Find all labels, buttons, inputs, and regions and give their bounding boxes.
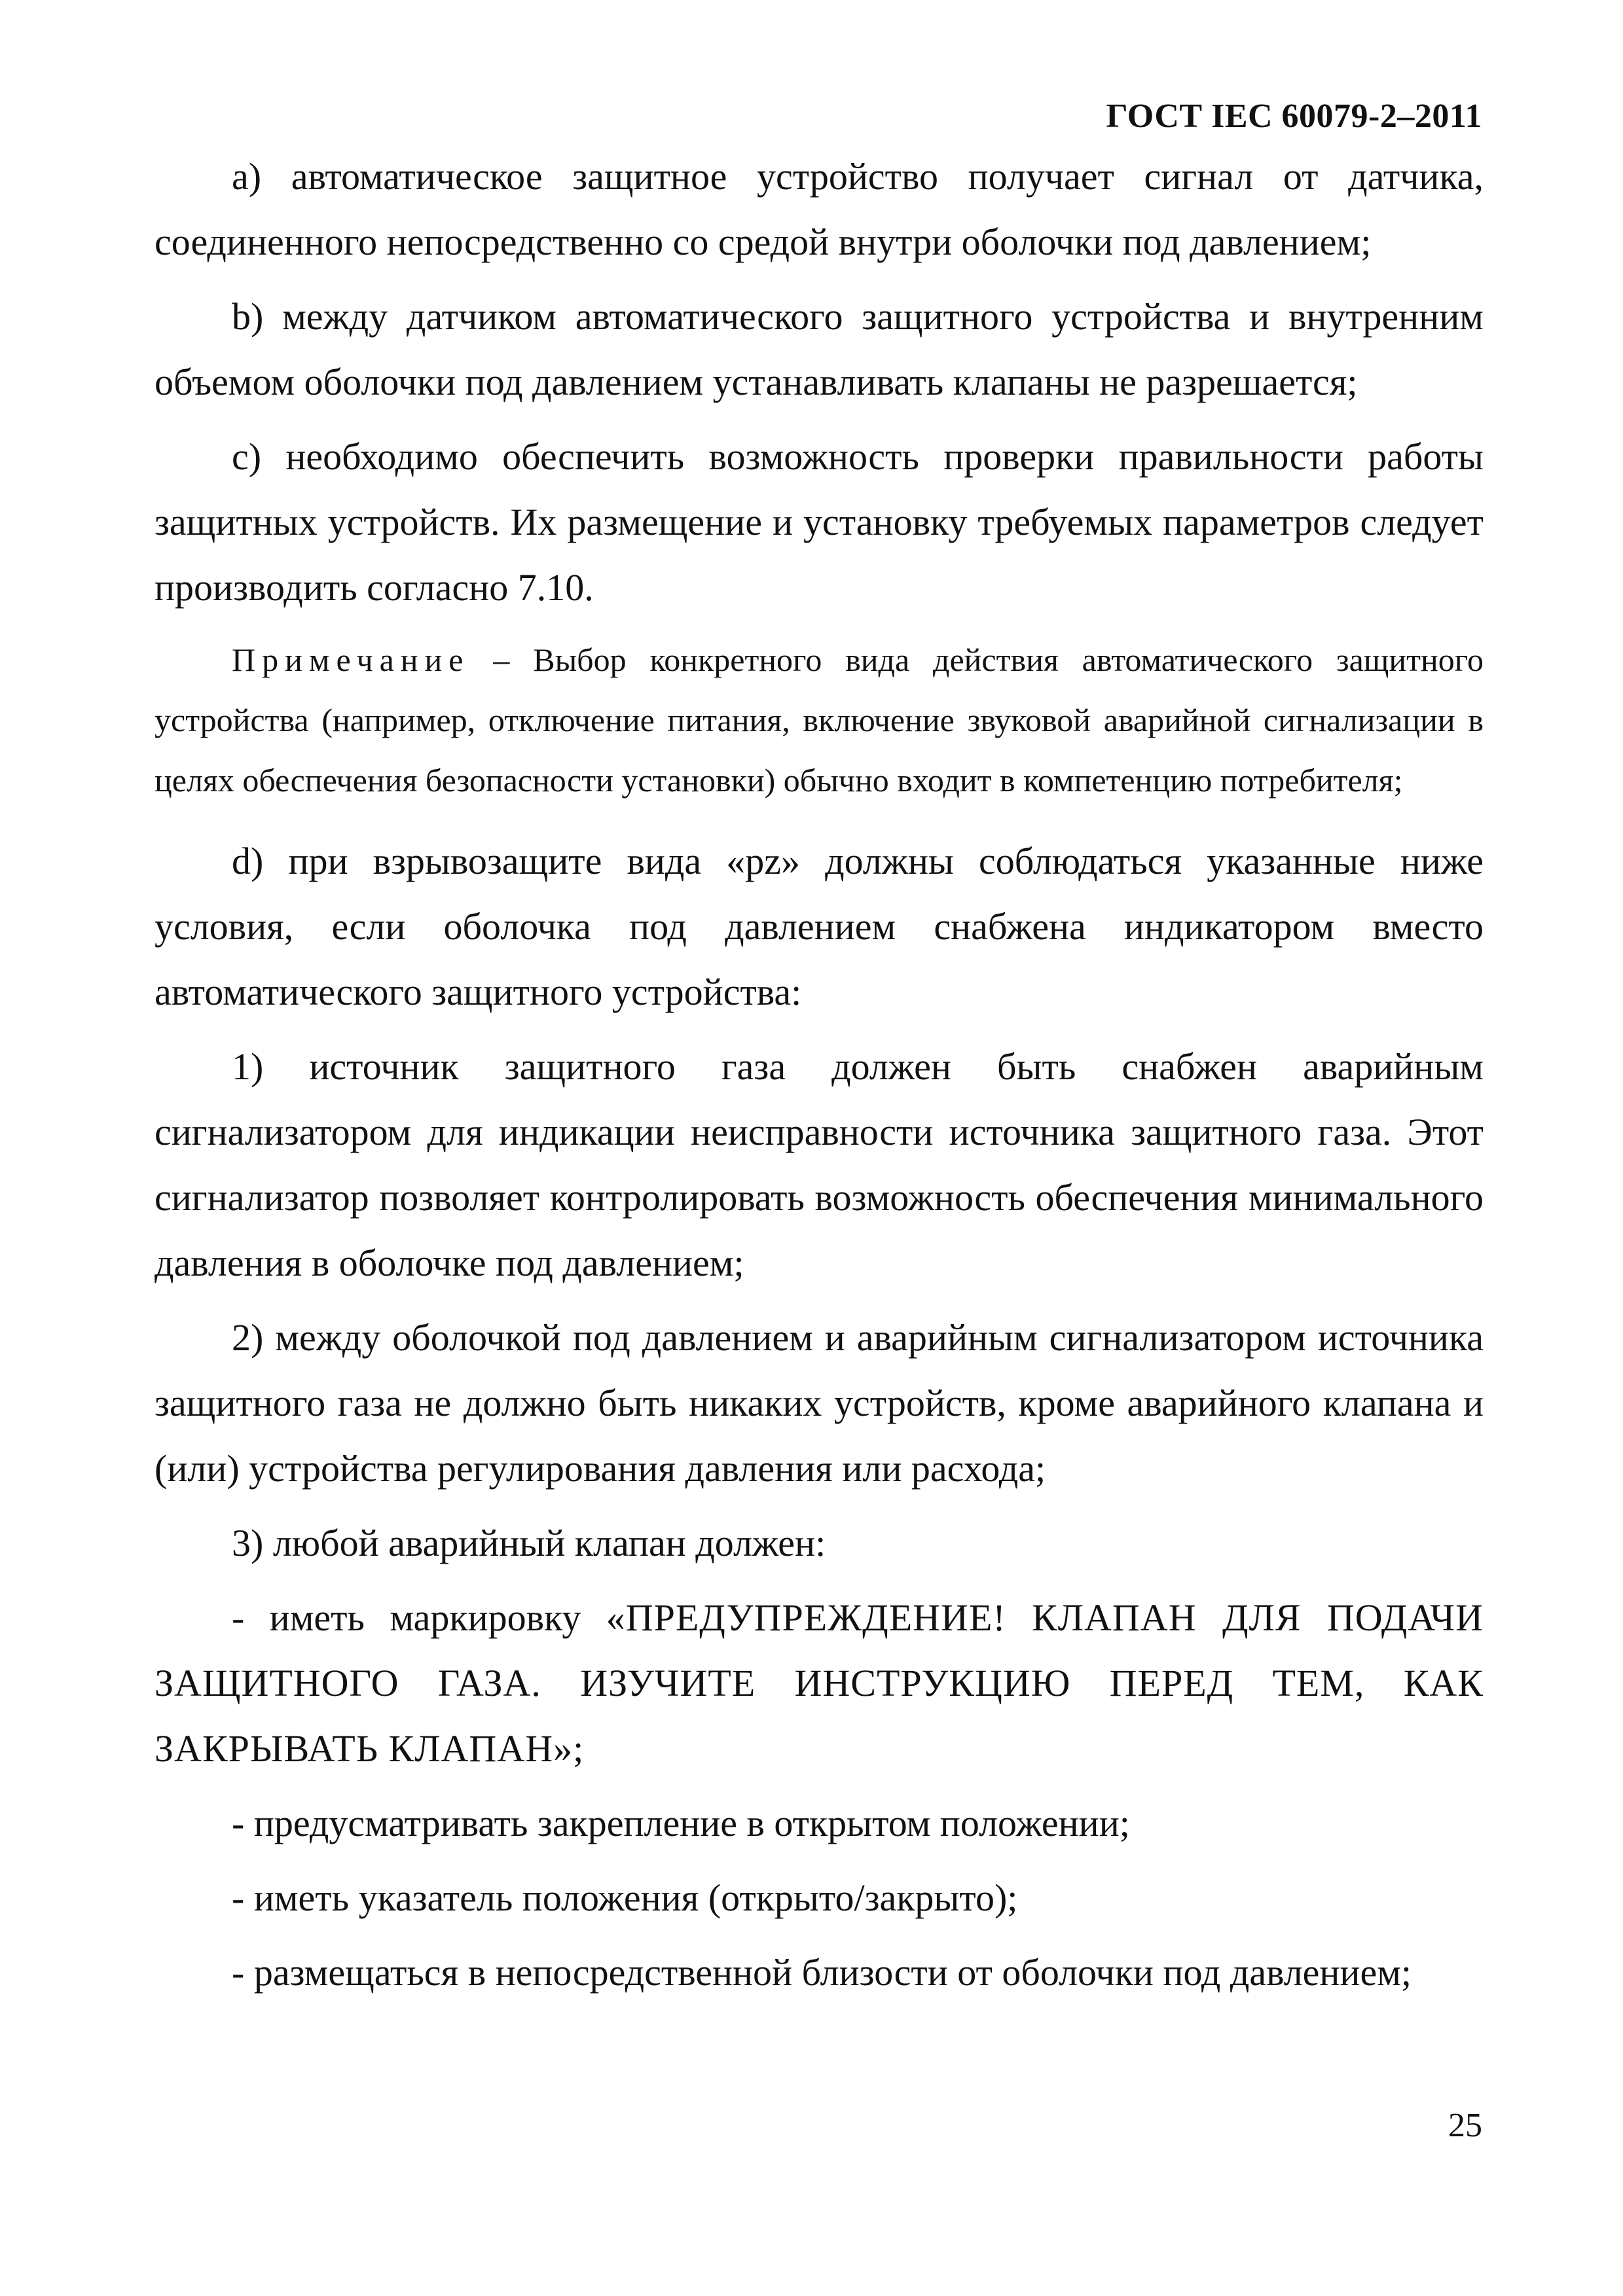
item-1: 1) источник защитного газа должен быть снабжен аварийным сигнализатором для индикации неисправности источника защитного газа. Этот сигнализатор позволяет контролировать возможность обеспечения минимального давления в оболочке под давлением; — [155, 1045, 1484, 1284]
item-3: 3) любой аварийный клапан должен: — [232, 1522, 826, 1564]
dash-item-placement: - размещаться в непосредственной близости от оболочки под давлением; — [232, 1951, 1412, 1994]
dash-item-marking — [155, 1585, 1484, 1782]
paragraph-c: с) необходимо обеспечить возможность проверки правильности работы защитных устройств. Их размещение и установку требуемых параметров следует производить согласно 7.10. — [155, 435, 1484, 609]
document-body — [155, 144, 1484, 2015]
paragraph-d: d) при взрывозащите вида «pz» должны соблюдаться указанные ниже условия, если оболочка под давлением снабжена индикатором вместо автоматического защитного устройства: — [155, 840, 1484, 1013]
warning-marking-text: «ПРЕДУПРЕЖДЕНИЕ! КЛАПАН ДЛЯ ПОДАЧИ ЗАЩИТНОГО ГАЗА. ИЗУЧИТЕ ИНСТРУКЦИЮ ПЕРЕД ТЕМ, КАК ЗАКРЫВАТЬ КЛАПАН» — [155, 1596, 1484, 1770]
note-label: Примечание — [232, 641, 470, 678]
dash-item-position-indicator: - иметь указатель положения (открыто/закрыто); — [232, 1876, 1018, 1919]
item-2: 2) между оболочкой под давлением и аварийным сигнализатором источника защитного газа не должно быть никаких устройств, кроме аварийного клапана и (или) устройства регулирования давления или расхода; — [155, 1316, 1484, 1490]
document-header: ГОСТ IEC 60079-2–2011 — [1106, 98, 1482, 135]
note-text: – Выбор конкретного вида действия автоматического защитного устройства (например, отключение питания, включение звуковой аварийной сигнализации в целях обеспечения безопасности установки) обычно входит в компетенцию потребителя; — [155, 641, 1484, 798]
dash-item-open-lock: - предусматривать закрепление в открытом положении; — [232, 1802, 1130, 1844]
dash-item-marking-prefix: - иметь маркировку — [232, 1596, 606, 1639]
paragraph-a: а) автоматическое защитное устройство получает сигнал от датчика, соединенного непосредственно со средой внутри оболочки под давлением; — [155, 155, 1484, 263]
dash-item-marking-suffix: ; — [573, 1727, 584, 1770]
note-paragraph — [155, 630, 1484, 810]
page-number: 25 — [1448, 2107, 1482, 2144]
paragraph-b: b) между датчиком автоматического защитного устройства и внутренним объемом оболочки под давлением устанавливать клапаны не разрешается; — [155, 295, 1484, 403]
